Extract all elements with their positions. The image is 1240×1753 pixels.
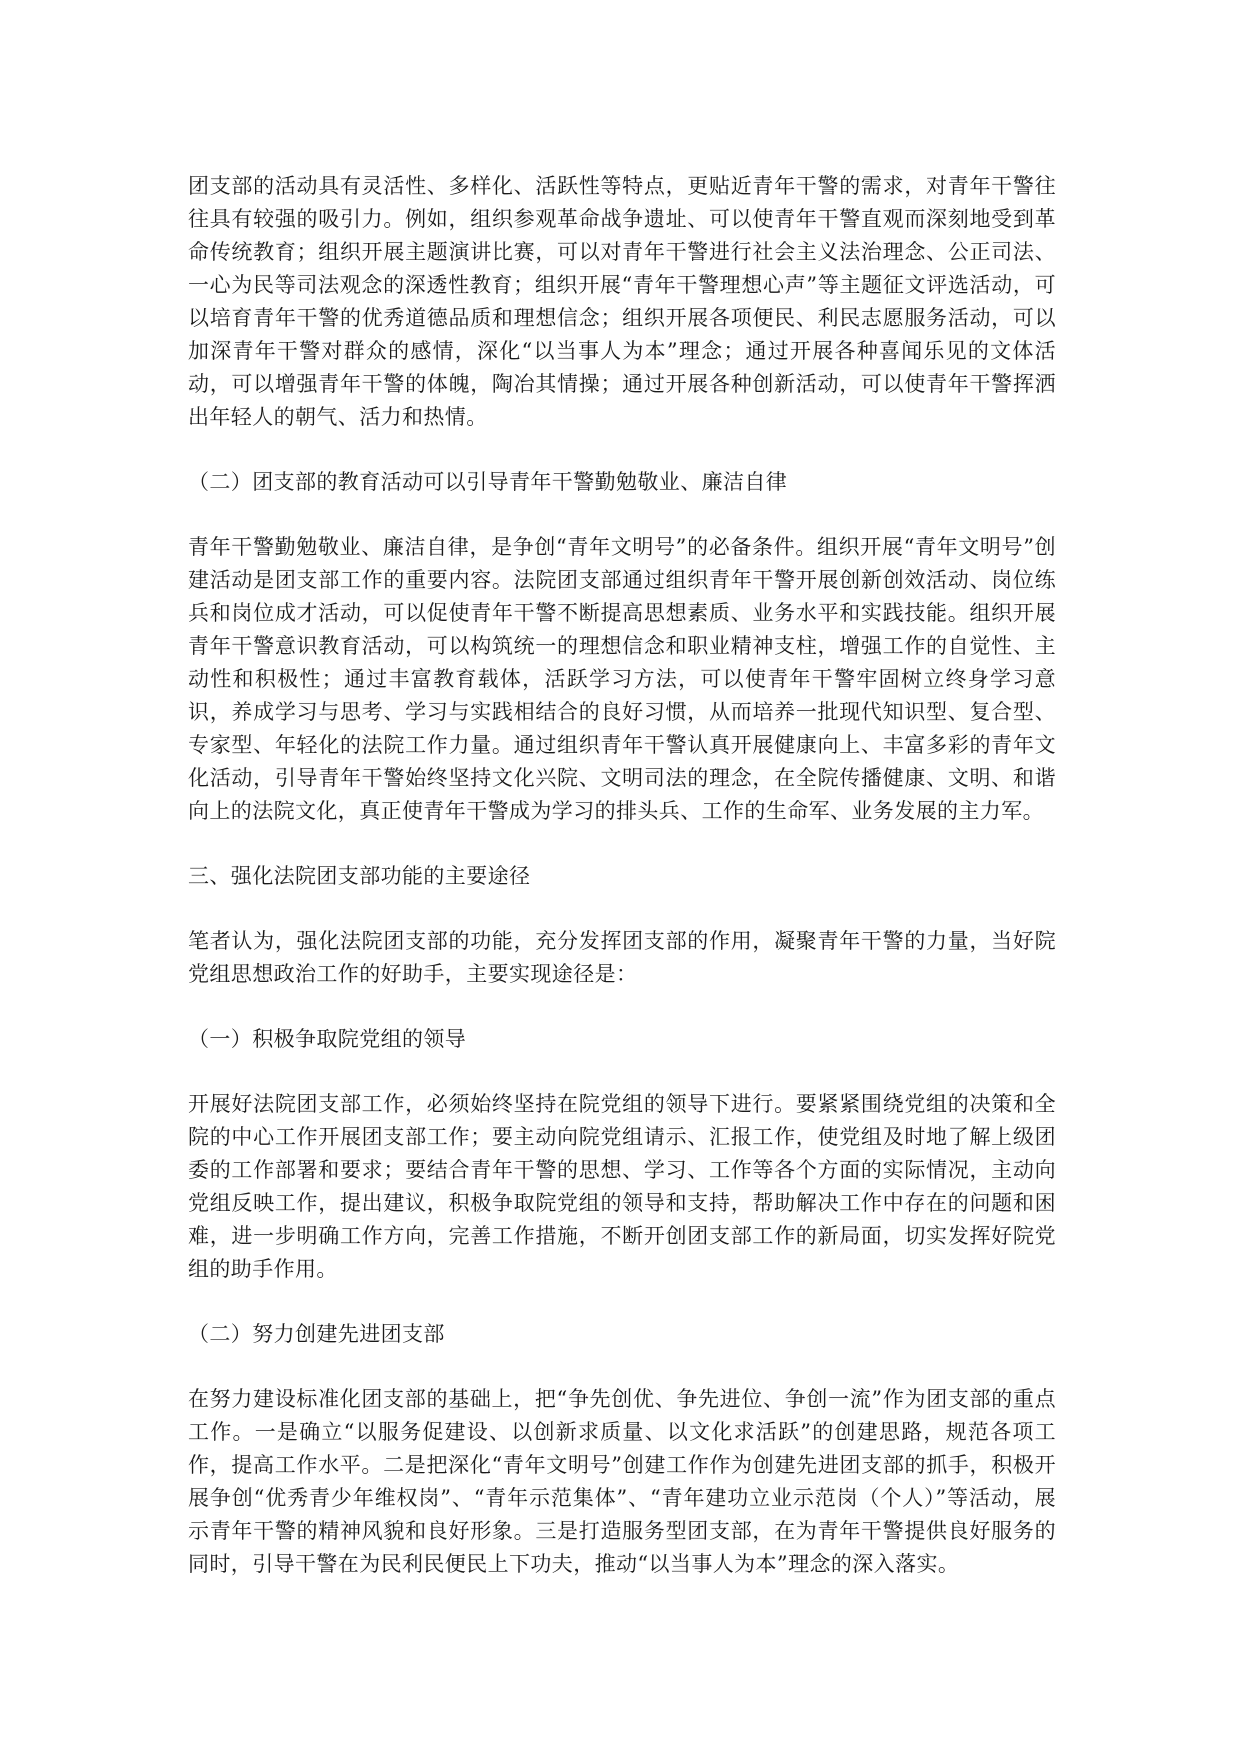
paragraph-spacer xyxy=(188,1056,1056,1088)
paragraph-spacer xyxy=(188,893,1056,925)
document-page xyxy=(188,170,1056,1581)
paragraph-spacer xyxy=(188,991,1056,1023)
section-heading: （二）团支部的教育活动可以引导青年干警勤勉敬业、廉洁自律 xyxy=(188,470,788,494)
paragraph-spacer xyxy=(188,434,1056,466)
body-paragraph: 笔者认为，强化法院团支部的功能，充分发挥团支部的作用，凝聚青年干警的力量，当好院党组思想政治工作的好助手，主要实现途径是： xyxy=(188,929,1056,986)
section-heading: 三、强化法院团支部功能的主要途径 xyxy=(188,864,531,888)
paragraph-spacer xyxy=(188,1286,1056,1318)
paragraph-spacer xyxy=(188,499,1056,531)
section-heading: （二）努力创建先进团支部 xyxy=(188,1322,445,1346)
section-heading: （一）积极争取院党组的领导 xyxy=(188,1027,467,1051)
body-paragraph: 青年干警勤勉敬业、廉洁自律，是争创“青年文明号”的必备条件。组织开展“青年文明号”创建活动是团支部工作的重要内容。法院团支部通过组织青年干警开展创新创效活动、岗位练兵和岗位成才活动，可以促使青年干警不断提高思想素质、业务水平和实践技能。组织开展青年干警意识教育活动，可以构筑统一的理想信念和职业精神支柱，增强工作的自觉性、主动性和积极性；通过丰富教育载体，活跃学习方法，可以使青年干警牢固树立终身学习意识，养成学习与思考、学习与实践相结合的良好习惯，从而培养一批现代知识型、复合型、专家型、年轻化的法院工作力量。通过组织青年干警认真开展健康向上、丰富多彩的青年文化活动，引导青年干警始终坚持文化兴院、文明司法的理念，在全院传播健康、文明、和谐向上的法院文化，真正使青年干警成为学习的排头兵、工作的生命军、业务发展的主力军。 xyxy=(188,535,1056,823)
body-paragraph: 开展好法院团支部工作，必须始终坚持在院党组的领导下进行。要紧紧围绕党组的决策和全院的中心工作开展团支部工作；要主动向院党组请示、汇报工作，使党组及时地了解上级团委的工作部署和要求；要结合青年干警的思想、学习、工作等各个方面的实际情况，主动向党组反映工作，提出建议，积极争取院党组的领导和支持，帮助解决工作中存在的问题和困难，进一步明确工作方向，完善工作措施，不断开创团支部工作的新局面，切实发挥好院党组的助手作用。 xyxy=(188,1092,1056,1281)
paragraph-spacer xyxy=(188,828,1056,860)
body-paragraph: 在努力建设标准化团支部的基础上，把“争先创优、争先进位、争创一流”作为团支部的重点工作。一是确立“以服务促建设、以创新求质量、以文化求活跃”的创建思路，规范各项工作，提高工作水平。二是把深化“青年文明号”创建工作作为创建先进团支部的抓手，积极开展争创“优秀青少年维权岗”、“青年示范集体”、“青年建功立业示范岗（个人）”等活动，展示青年干警的精神风貌和良好形象。三是打造服务型团支部，在为青年干警提供良好服务的同时，引导干警在为民利民便民上下功夫，推动“以当事人为本”理念的深入落实。 xyxy=(188,1387,1056,1576)
paragraph-spacer xyxy=(188,1351,1056,1383)
body-paragraph: 团支部的活动具有灵活性、多样化、活跃性等特点，更贴近青年干警的需求，对青年干警往往具有较强的吸引力。例如，组织参观革命战争遗址、可以使青年干警直观而深刻地受到革命传统教育；组织开展主题演讲比赛，可以对青年干警进行社会主义法治理念、公正司法、一心为民等司法观念的深透性教育；组织开展“青年干警理想心声”等主题征文评选活动，可以培育青年干警的优秀道德品质和理想信念；组织开展各项便民、利民志愿服务活动，可以加深青年干警对群众的感情，深化“以当事人为本”理念；通过开展各种喜闻乐见的文体活动，可以增强青年干警的体魄，陶冶其情操；通过开展各种创新活动，可以使青年干警挥洒出年轻人的朝气、活力和热情。 xyxy=(188,174,1056,429)
